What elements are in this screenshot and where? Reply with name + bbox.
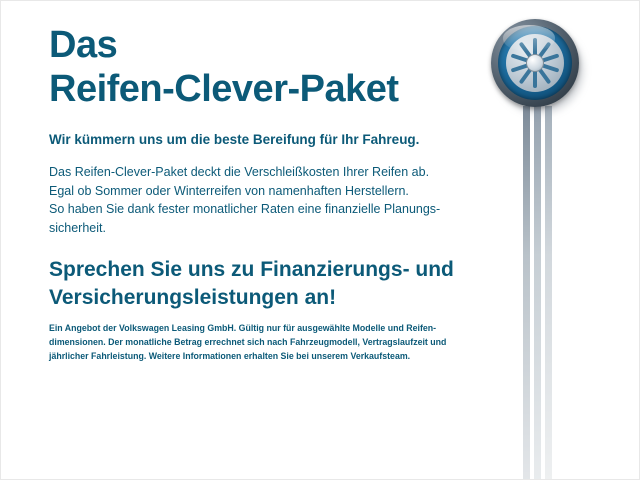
- legal-line-2: dimensionen. Der monatliche Betrag errechnet sich nach Fahrzeugmodell, Vertragslaufzeit und: [49, 337, 447, 347]
- body-line-4: sicherheit.: [49, 220, 106, 235]
- cta-line-1: Sprechen Sie uns zu Finanzierungs- und: [49, 258, 454, 281]
- stripe-3: [545, 106, 552, 480]
- legal-line-3: jährlicher Fahrleistung. Weitere Informationen erhalten Sie bei unserem Verkaufsteam.: [49, 351, 411, 361]
- body-line-3: So haben Sie dank fester monatlicher Raten eine finanzielle Planungs-: [49, 202, 441, 216]
- headline-line-1: Das: [49, 24, 118, 66]
- page-title: [49, 23, 489, 111]
- legal-line-1: Ein Angebot der Volkswagen Leasing GmbH. Gültig nur für ausgewählte Modelle und Reifen-: [49, 323, 437, 333]
- stripe-1: [523, 106, 530, 480]
- body-line-1: Das Reifen-Clever-Paket deckt die Verschleißkosten Ihrer Reifen ab.: [49, 165, 430, 179]
- body-copy: [49, 163, 469, 237]
- body-line-2: Egal ob Sommer oder Winterreifen von namenhaften Herstellern.: [49, 183, 409, 198]
- legal-disclaimer: [49, 321, 449, 363]
- vertical-stripes-decoration: [523, 106, 557, 480]
- subheading: Wir kümmern uns um die beste Bereifung für Ihr Fahreug.: [49, 132, 420, 147]
- wheel-hub: [526, 54, 544, 72]
- alloy-wheel-icon: [491, 19, 585, 113]
- call-to-action: [49, 256, 479, 312]
- cta-line-2: Versicherungsleistungen an!: [49, 286, 337, 309]
- headline-line-2: Reifen-Clever-Paket: [49, 68, 399, 110]
- stripe-2: [534, 106, 541, 480]
